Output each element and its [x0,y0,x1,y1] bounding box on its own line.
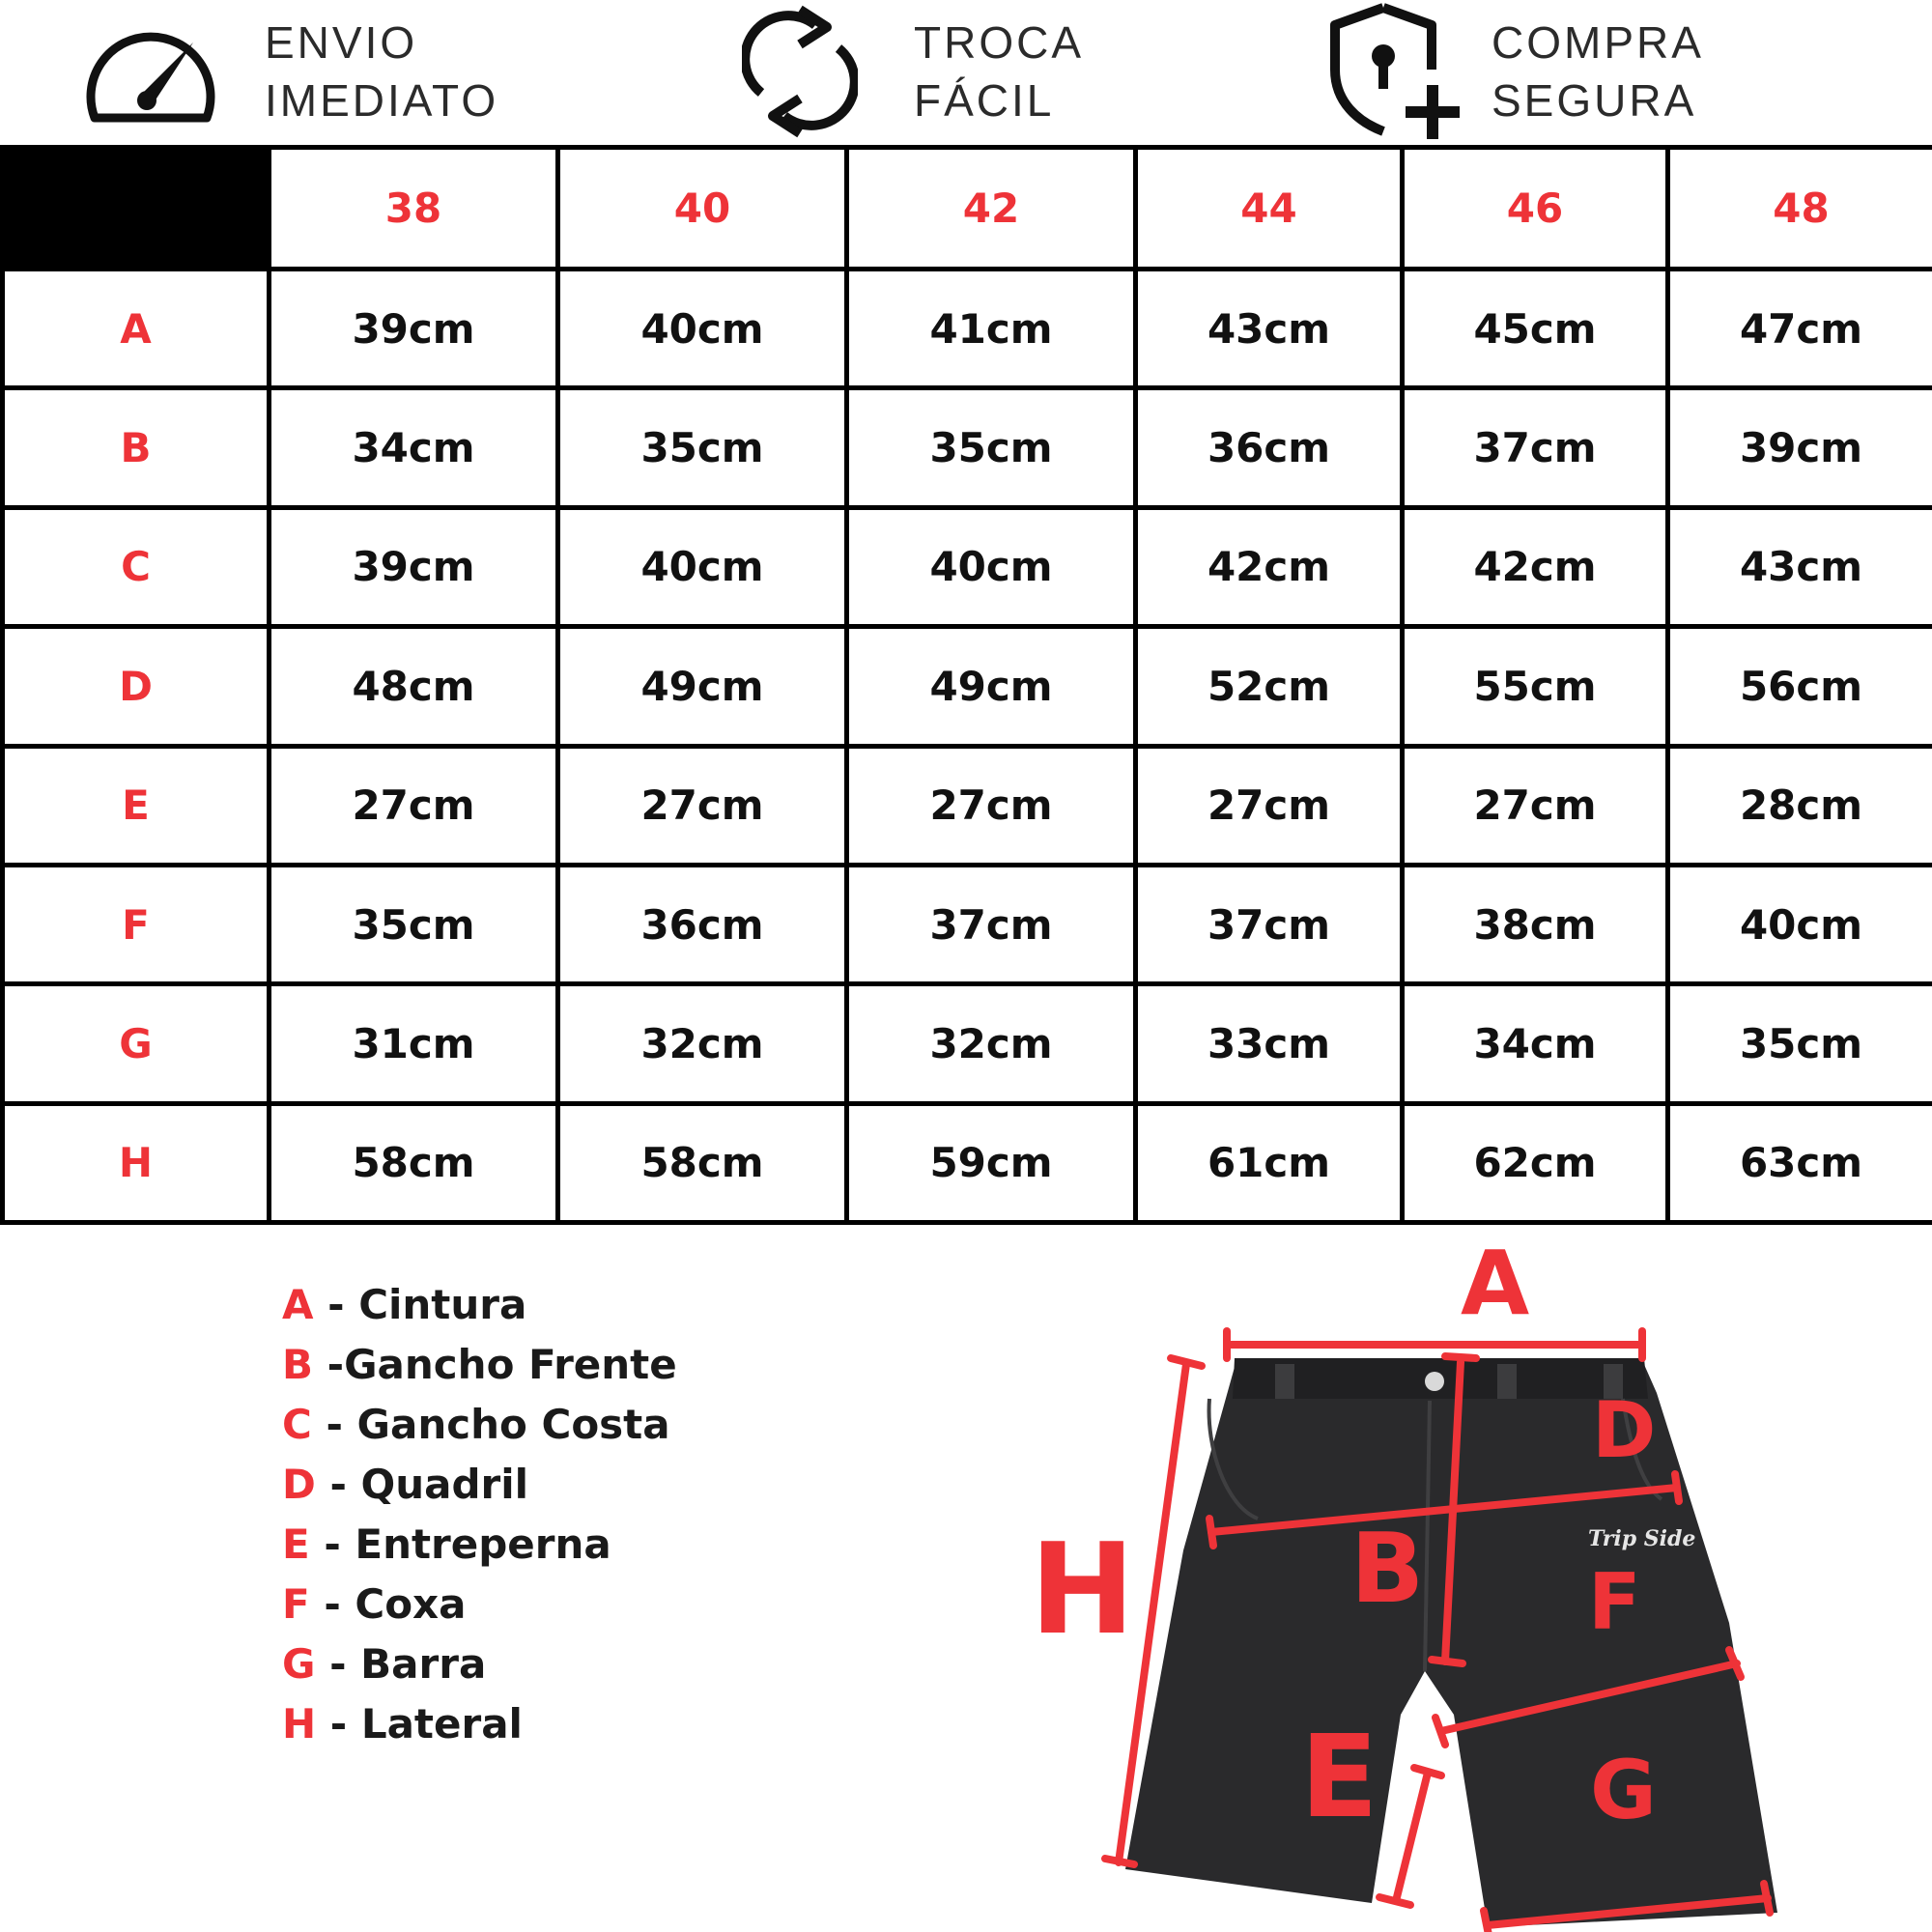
legend-item [282,1395,677,1455]
legend-text: - Coxa [309,1580,467,1628]
table-cell: 27cm [558,746,847,865]
size-table [0,145,1932,1225]
badge-compra-line1: COMPRA [1492,17,1704,68]
table-cell: 48cm [270,627,558,746]
table-cell: 31cm [270,984,558,1103]
table-cell: 38cm [1403,865,1668,983]
badge-troca-line2: FÁCIL [914,75,1055,126]
diagram-label-d: D [1592,1385,1657,1475]
legend-text: - Quadril [315,1461,529,1508]
table-cell: 63cm [1668,1103,1932,1222]
table-cell: 28cm [1668,746,1932,865]
size-header: 48 [1668,148,1932,270]
legend-text: - Lateral [316,1700,523,1747]
table-cell: 34cm [270,388,558,507]
legend-text: -Gancho Frente [313,1341,677,1388]
table-cell: 59cm [847,1103,1136,1222]
table-cell: 49cm [847,627,1136,746]
diagram-label-h: H [1030,1516,1135,1662]
table-cell: 35cm [1668,984,1932,1103]
table-cell: 37cm [1403,388,1668,507]
table-cell: 43cm [1136,270,1403,388]
shorts-measurement-diagram [985,1217,1893,1932]
badge-envio-line1: ENVIO [265,17,418,68]
table-cell: 39cm [270,507,558,626]
refresh-arrows-icon [742,4,858,139]
size-header: 44 [1136,148,1403,270]
table-header-row [3,148,1932,270]
legend-item [282,1634,677,1694]
trip-side-logo: Trip Side [1588,1526,1696,1551]
table-cell: 41cm [847,270,1136,388]
legend-text: - Cintura [313,1281,527,1328]
legend-item [282,1694,677,1754]
table-cell: 35cm [847,388,1136,507]
table-cell: 36cm [558,865,847,983]
diagram-label-f: F [1588,1557,1641,1647]
table-cell: 37cm [1136,865,1403,983]
table-row [3,984,1932,1103]
legend-item [282,1335,677,1395]
shorts-illustration [1125,1358,1777,1927]
table-cell: 40cm [1668,865,1932,983]
table-cell: 47cm [1668,270,1932,388]
legend-text: - Gancho Costa [311,1401,670,1448]
legend-item [282,1275,677,1335]
table-cell: 37cm [847,865,1136,983]
legend-key: F [282,1580,310,1628]
table-cell: 52cm [1136,627,1403,746]
badge-envio [0,0,676,145]
legend-key: D [282,1461,316,1508]
table-cell: 43cm [1668,507,1932,626]
row-label: A [3,270,270,388]
diagram-label-b: B [1350,1512,1425,1625]
table-cell: 56cm [1668,627,1932,746]
badge-envio-line2: IMEDIATO [265,75,499,126]
row-label: C [3,507,270,626]
table-row [3,627,1932,746]
table-row [3,865,1932,983]
table-cell: 35cm [270,865,558,983]
legend-item [282,1515,677,1575]
table-cell: 32cm [847,984,1136,1103]
size-header: 46 [1403,148,1668,270]
shield-lock-icon [1323,2,1464,143]
table-cell: 35cm [558,388,847,507]
measurement-legend [282,1275,677,1754]
legend-item [282,1455,677,1515]
badge-troca-line1: TROCA [914,17,1084,68]
table-row [3,270,1932,388]
legend-key: A [282,1281,314,1328]
table-cell: 27cm [1136,746,1403,865]
size-header: 38 [270,148,558,270]
table-cell: 39cm [1668,388,1932,507]
table-row [3,507,1932,626]
legend-key: G [282,1640,316,1688]
table-row [3,1103,1932,1222]
row-label: D [3,627,270,746]
legend-key: B [282,1341,314,1388]
legend-text: - Entreperna [309,1520,611,1568]
row-label: H [3,1103,270,1222]
table-cell: 42cm [1403,507,1668,626]
legend-key: E [282,1520,310,1568]
badge-compra [1314,0,1932,145]
table-cell: 58cm [558,1103,847,1222]
speedometer-icon [79,14,222,128]
table-cell: 49cm [558,627,847,746]
size-header: 40 [558,148,847,270]
row-label: E [3,746,270,865]
table-cell: 40cm [558,507,847,626]
table-cell: 40cm [558,270,847,388]
row-label: F [3,865,270,983]
table-cell: 45cm [1403,270,1668,388]
table-row [3,388,1932,507]
table-cell: 36cm [1136,388,1403,507]
diagram-label-a: A [1461,1232,1530,1335]
row-label: G [3,984,270,1103]
diagram-label-g: G [1590,1743,1657,1837]
table-cell: 62cm [1403,1103,1668,1222]
table-cell: 27cm [847,746,1136,865]
badge-troca [676,0,1314,145]
table-cell: 40cm [847,507,1136,626]
table-cell: 32cm [558,984,847,1103]
table-cell: 61cm [1136,1103,1403,1222]
row-label: B [3,388,270,507]
table-cell: 58cm [270,1103,558,1222]
table-cell: 34cm [1403,984,1668,1103]
table-cell: 27cm [1403,746,1668,865]
legend-item [282,1575,677,1634]
table-cell: 39cm [270,270,558,388]
legend-key: H [282,1700,317,1747]
table-cell: 55cm [1403,627,1668,746]
size-header: 42 [847,148,1136,270]
table-corner [3,148,270,270]
legend-text: - Barra [315,1640,487,1688]
table-row [3,746,1932,865]
diagram-label-e: E [1300,1710,1378,1843]
legend-key: C [282,1401,312,1448]
table-cell: 27cm [270,746,558,865]
table-cell: 33cm [1136,984,1403,1103]
table-cell: 42cm [1136,507,1403,626]
badge-compra-line2: SEGURA [1492,75,1697,126]
